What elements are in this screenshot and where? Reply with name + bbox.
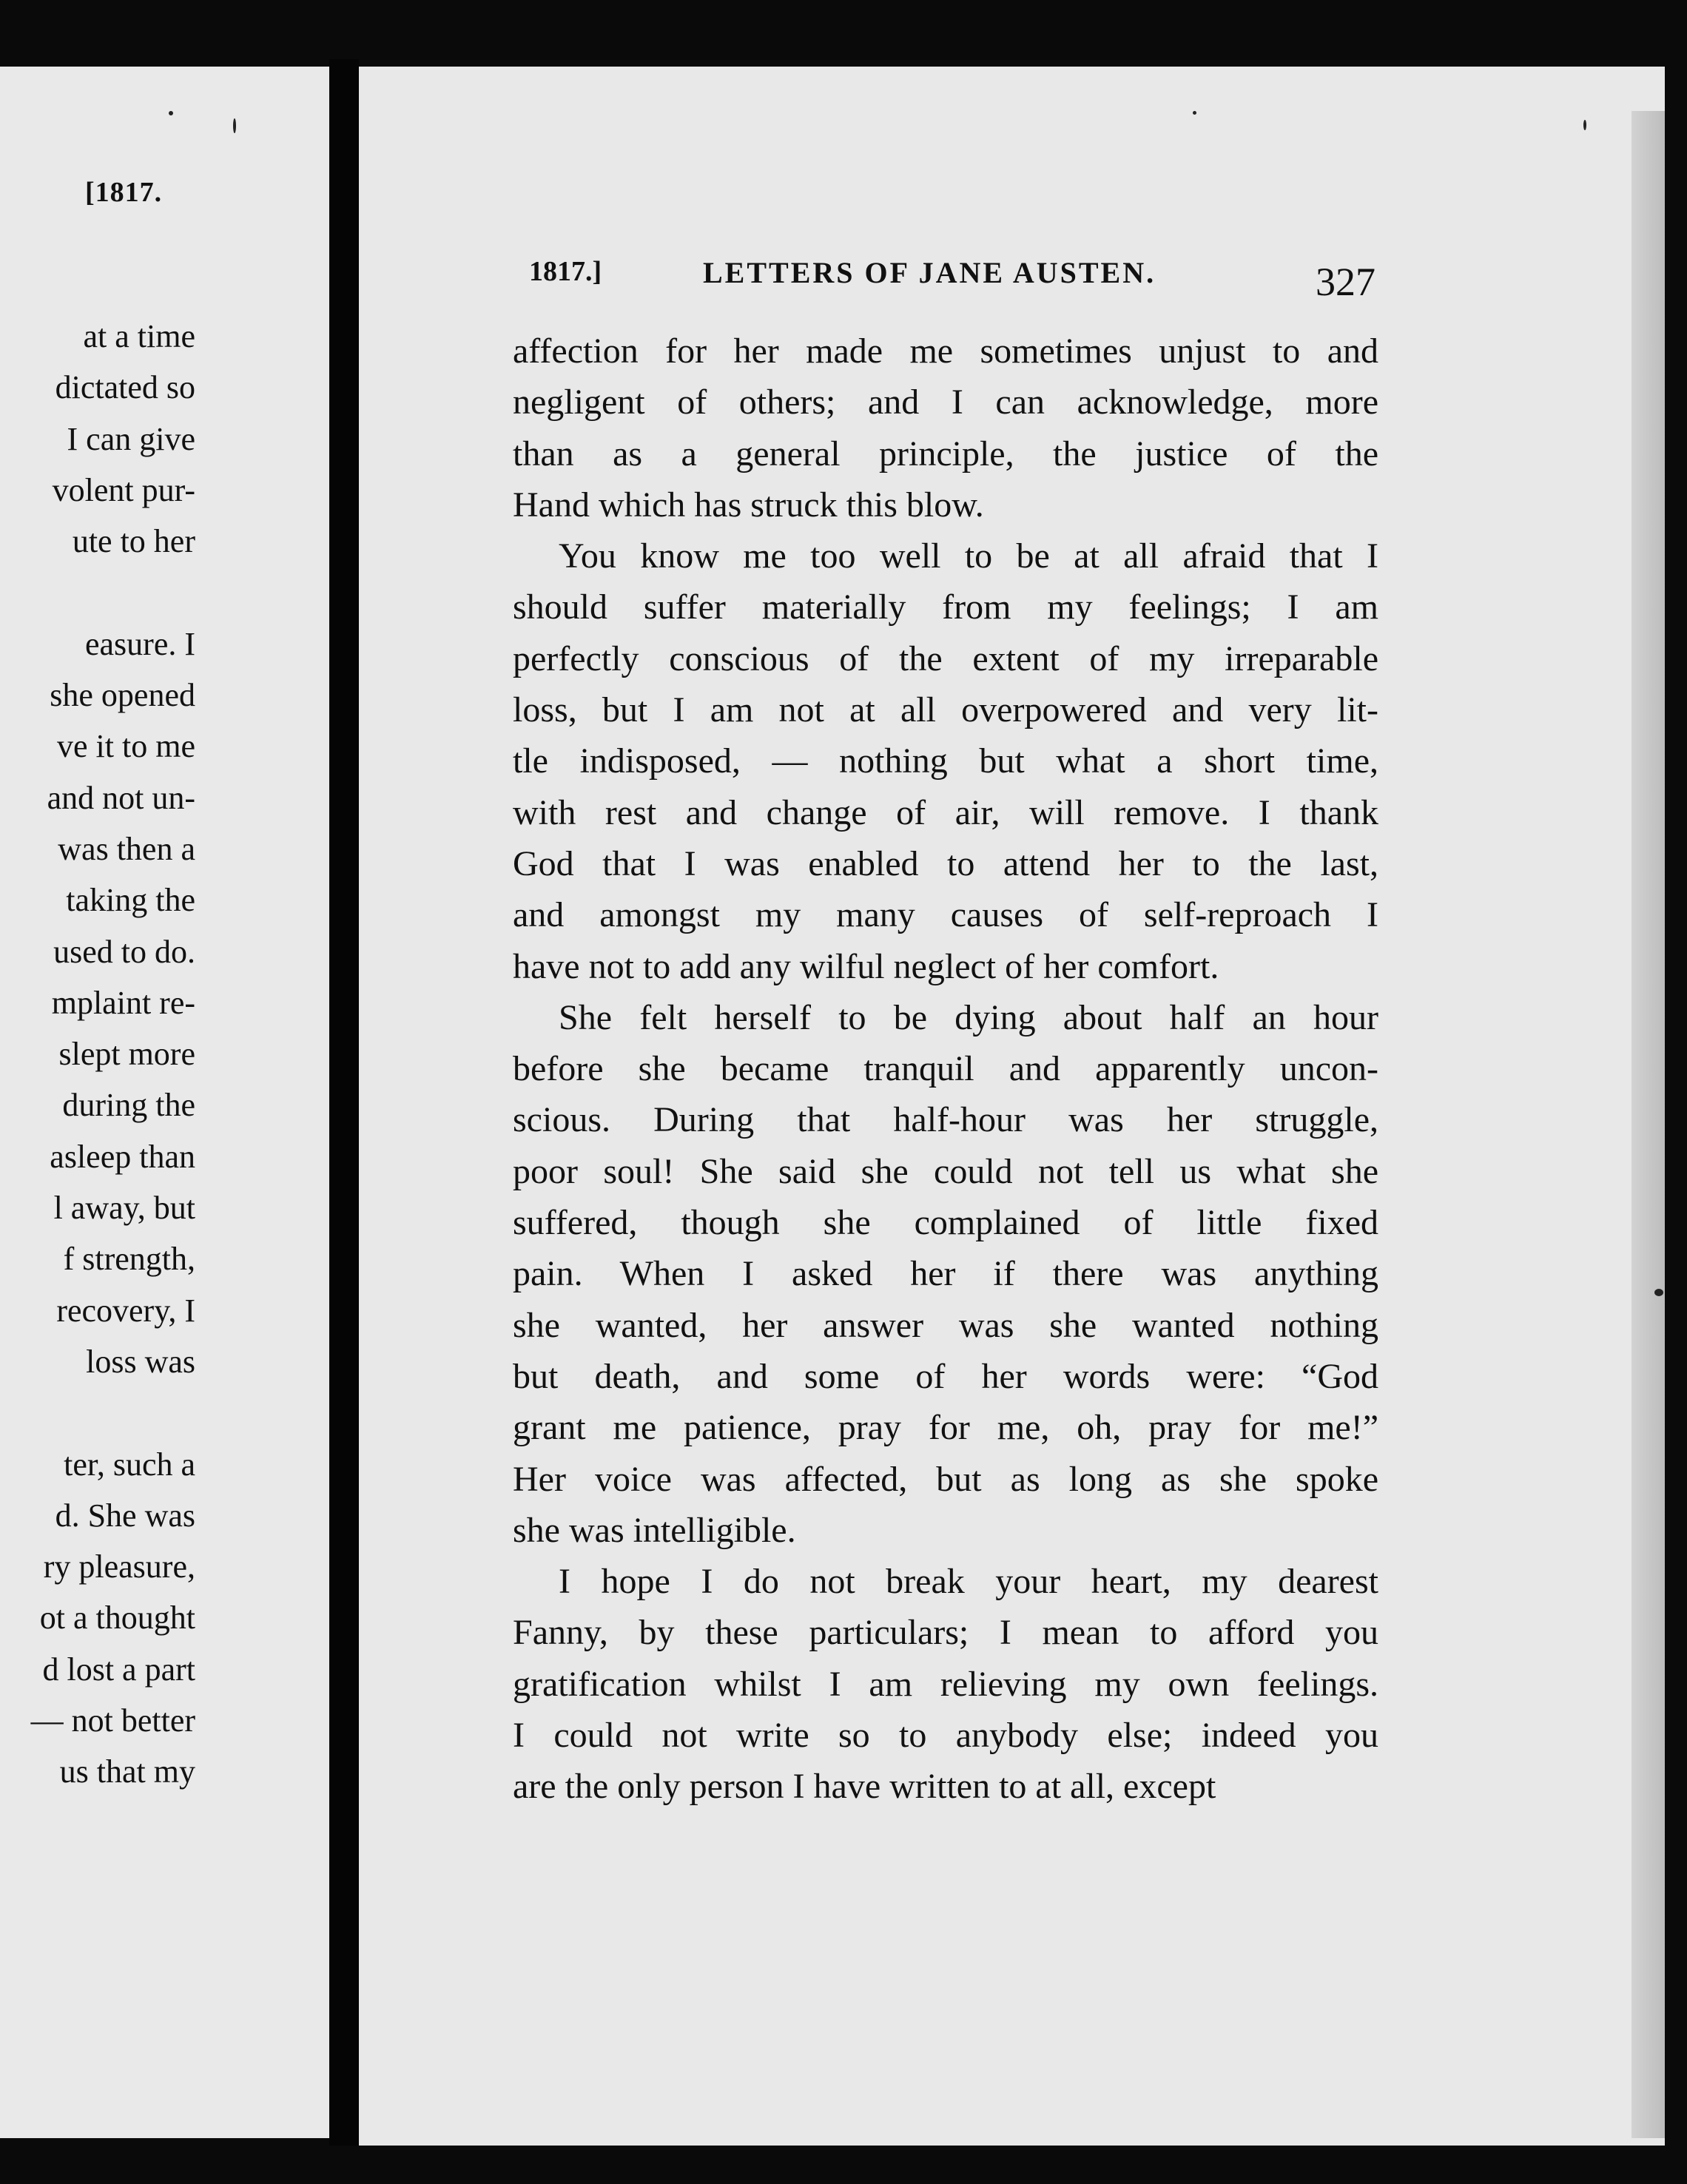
previous-page-line: f strength, [63, 1241, 195, 1278]
previous-page-line: d. She was [55, 1497, 195, 1534]
text-line: God that I was enabled to attend her to the last, [513, 843, 1378, 883]
previous-page-line: ter, such a [64, 1446, 195, 1483]
text-line: and amongst my many causes of self-reproach I [513, 895, 1378, 935]
text-line: Her voice was affected, but as long as she spoke [513, 1459, 1378, 1499]
text-line: she wanted, her answer was she wanted nothing [513, 1305, 1378, 1345]
previous-page-line [3, 1387, 195, 1438]
book-gutter [329, 59, 359, 2146]
previous-page-line: mplaint re- [51, 984, 195, 1021]
text-line: She felt herself to be dying about half an hour [559, 997, 1378, 1037]
text-line: have not to add any wilful neglect of her comfort. [513, 946, 1219, 986]
text-line: Hand which has struck this blow. [513, 485, 984, 525]
text-line: than as a general principle, the justice of the [513, 434, 1378, 473]
text-line: grant me patience, pray for me, oh, pray for me!” [513, 1408, 1378, 1448]
text-line: tle indisposed, — nothing but what a short time, [513, 741, 1378, 781]
previous-page-line: asleep than [50, 1138, 195, 1175]
text-line: before she became tranquil and apparently uncon- [513, 1049, 1378, 1089]
text-line: You know me too well to be at all afraid that I [559, 536, 1378, 576]
previous-page-line: at a time [83, 318, 195, 354]
previous-page-running-head: [1817. [85, 177, 163, 208]
previous-page-line: loss was [86, 1343, 195, 1380]
running-head-title: LETTERS OF JANE AUSTEN. [703, 256, 1156, 289]
previous-page-line: recovery, I [56, 1292, 195, 1329]
letter-body-text [513, 326, 1378, 1813]
previous-page-line: l away, but [53, 1190, 195, 1227]
previous-page-line: — not better [30, 1702, 195, 1739]
previous-page-line: us that my [59, 1753, 195, 1790]
previous-page-line: slept more [58, 1036, 195, 1073]
text-line: pain. When I asked her if there was anything [513, 1254, 1378, 1294]
text-line: scious. During that half-hour was her struggle, [513, 1100, 1378, 1140]
previous-page-line: ve it to me [57, 728, 195, 765]
previous-page-line: ry pleasure, [43, 1548, 195, 1585]
text-line: poor soul! She said she could not tell us what she [513, 1151, 1378, 1191]
previous-page-line: was then a [58, 830, 195, 867]
previous-page-line: and not un- [47, 779, 195, 816]
text-line: Fanny, by these particulars; I mean to afford you [513, 1613, 1378, 1653]
text-line: are the only person I have written to at all, except [513, 1767, 1216, 1807]
text-line: negligent of others; and I can acknowledge, more [513, 382, 1378, 422]
page-number: 327 [1316, 260, 1375, 304]
previous-page-line: used to do. [53, 933, 195, 970]
previous-page-line: she opened [50, 677, 195, 714]
text-line: should suffer materially from my feelings; I am [513, 587, 1378, 627]
text-line: loss, but I am not at all overpowered and very lit- [513, 690, 1378, 730]
previous-page-text [3, 311, 195, 1798]
previous-page-line: volent pur- [52, 471, 195, 508]
previous-page-line: during the [62, 1087, 195, 1124]
text-line: perfectly conscious of the extent of my irreparable [513, 638, 1378, 678]
text-line: she was intelligible. [513, 1510, 796, 1550]
text-line: affection for her made me sometimes unjust to and [513, 331, 1378, 371]
text-line: I hope I do not break your heart, my dearest [559, 1562, 1378, 1602]
previous-page-line [3, 567, 195, 618]
text-line: gratification whilst I am relieving my own feelings. [513, 1664, 1378, 1704]
previous-page-line: d lost a part [42, 1651, 195, 1688]
text-line: suffered, though she complained of little fixed [513, 1203, 1378, 1243]
text-line: I could not write so to anybody else; indeed you [513, 1716, 1378, 1756]
running-head [529, 248, 1380, 300]
previous-page-line: dictated so [55, 369, 195, 406]
previous-page-line: easure. I [84, 625, 195, 662]
text-line: with rest and change of air, will remove. I thank [513, 792, 1378, 832]
previous-page-line: ot a thought [39, 1600, 195, 1637]
page-edge-shadow [1632, 111, 1665, 2138]
previous-page-line: ute to her [72, 523, 195, 560]
previous-page-line: I can give [67, 420, 195, 457]
running-head-year: 1817.] [529, 256, 602, 287]
previous-page-line: taking the [66, 882, 195, 919]
text-line: but death, and some of her words were: “God [513, 1356, 1378, 1396]
